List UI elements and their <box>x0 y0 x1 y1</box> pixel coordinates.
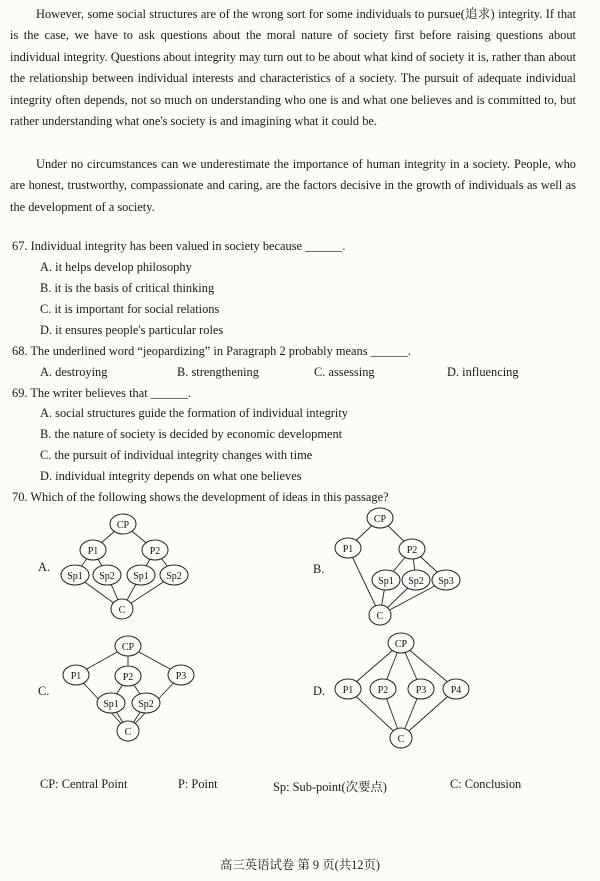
diagram-c-label-p3: P3 <box>175 671 187 682</box>
diagram-b-label: B. <box>313 562 325 576</box>
question-69-option-d: D. individual integrity depends on what one believes <box>40 469 302 483</box>
question-68-option-b: B. strengthening <box>177 365 259 379</box>
diagram-b-label-p1: P1 <box>342 544 354 555</box>
question-68-stem: 68. The underlined word “jeopardizing” in Paragraph 2 probably means ______. <box>12 344 411 358</box>
question-69-option-c: C. the pursuit of individual integrity changes with time <box>40 448 313 462</box>
diagram-a-label-p2: P2 <box>149 546 161 557</box>
diagram-a-label-p1: P1 <box>87 546 99 557</box>
diagram-a-label-c: C <box>118 605 126 616</box>
diagram-b-edges <box>348 518 446 615</box>
passage-paragraph-2: Under no circumstances can we underestimate the importance of human integrity in a society. People, who are honest, trustworthy, compassionate and caring, are the factors decisive in the growth of individuals as well as the development of a society. <box>10 157 576 214</box>
diagram-d-label-c: C <box>397 734 405 745</box>
diagram-d-label-p2: P2 <box>377 685 389 696</box>
legend-point: P: Point <box>178 777 218 791</box>
diagram-c-edges <box>76 646 181 731</box>
question-70-stem: 70. Which of the following shows the development of ideas in this passage? <box>12 490 389 504</box>
diagram-a-label-cp: CP <box>116 520 130 531</box>
diagram-d-edges <box>348 643 456 738</box>
diagram-d-label-cp: CP <box>394 639 408 650</box>
diagram-a-label: A. <box>38 560 51 574</box>
diagram-a-label-sp1b: Sp1 <box>133 571 149 582</box>
question-68-option-c: C. assessing <box>314 365 375 379</box>
diagram-a-label-sp1a: Sp1 <box>67 571 83 582</box>
question-69-option-a: A. social structures guide the formation of individual integrity <box>40 406 348 420</box>
passage-paragraph-1: However, some social structures are of the wrong sort for some individuals to pursue(追求) integrity. If that is the case, we have to ask questions about the moral nature of society first before raising questions about individual integrity. Questions about integrity may turn out to be about what kind of society it is, rather than about the relationship between individual interests and characteristics of a society. The pursuit of adequate individual integrity often depends, not so much on understanding who one is and what one believes and is committed to, but rather understanding what one's society is and imagining what it could be. <box>10 7 576 129</box>
question-68-option-a: A. destroying <box>40 365 108 379</box>
question-68-option-d: D. influencing <box>447 365 519 379</box>
diagram-b-label-cp: CP <box>373 514 387 525</box>
diagram-nodes <box>61 508 469 748</box>
diagram-b-label-sp2: Sp2 <box>408 576 424 587</box>
question-67-option-d: D. it ensures people's particular roles <box>40 323 224 337</box>
diagram-c-label-p1: P1 <box>70 671 82 682</box>
diagram-c-label-sp2: Sp2 <box>138 699 154 710</box>
legend-central-point: CP: Central Point <box>40 777 128 791</box>
diagram-a-label-sp2b: Sp2 <box>166 571 182 582</box>
question-69-stem: 69. The writer believes that ______. <box>12 386 192 400</box>
legend-conclusion: C: Conclusion <box>450 777 522 791</box>
question-67-option-c: C. it is important for social relations <box>40 302 220 316</box>
diagram-b-label-p2: P2 <box>406 545 418 556</box>
diagram-a-edges <box>75 524 174 609</box>
diagram-d-label-p3: P3 <box>415 685 427 696</box>
diagram-d-label-p1: P1 <box>342 685 354 696</box>
diagram-d-label-p4: P4 <box>450 685 462 696</box>
diagram-d-label: D. <box>313 684 326 698</box>
diagram-c-label-p2: P2 <box>122 672 134 683</box>
page-footer: 高三英语试卷 第 9 页(共12页) <box>219 858 381 872</box>
question-67-stem: 67. Individual integrity has been valued in society because ______. <box>12 239 346 253</box>
diagram-a-label-sp2a: Sp2 <box>99 571 115 582</box>
question-69-option-b: B. the nature of society is decided by economic development <box>40 427 343 441</box>
question-67-option-b: B. it is the basis of critical thinking <box>40 281 215 295</box>
diagram-b-label-c: C <box>376 611 384 622</box>
diagram-b-label-sp1: Sp1 <box>378 576 394 587</box>
diagram-c-label-c: C <box>124 727 132 738</box>
diagram-c-label: C. <box>38 684 50 698</box>
diagram-c-label-cp: CP <box>121 642 135 653</box>
diagram-b-label-sp3: Sp3 <box>438 576 454 587</box>
question-67-option-a: A. it helps develop philosophy <box>40 260 192 274</box>
diagram-c-label-sp1: Sp1 <box>103 699 119 710</box>
legend-sub-point: Sp: Sub-point(次要点) <box>273 780 387 794</box>
